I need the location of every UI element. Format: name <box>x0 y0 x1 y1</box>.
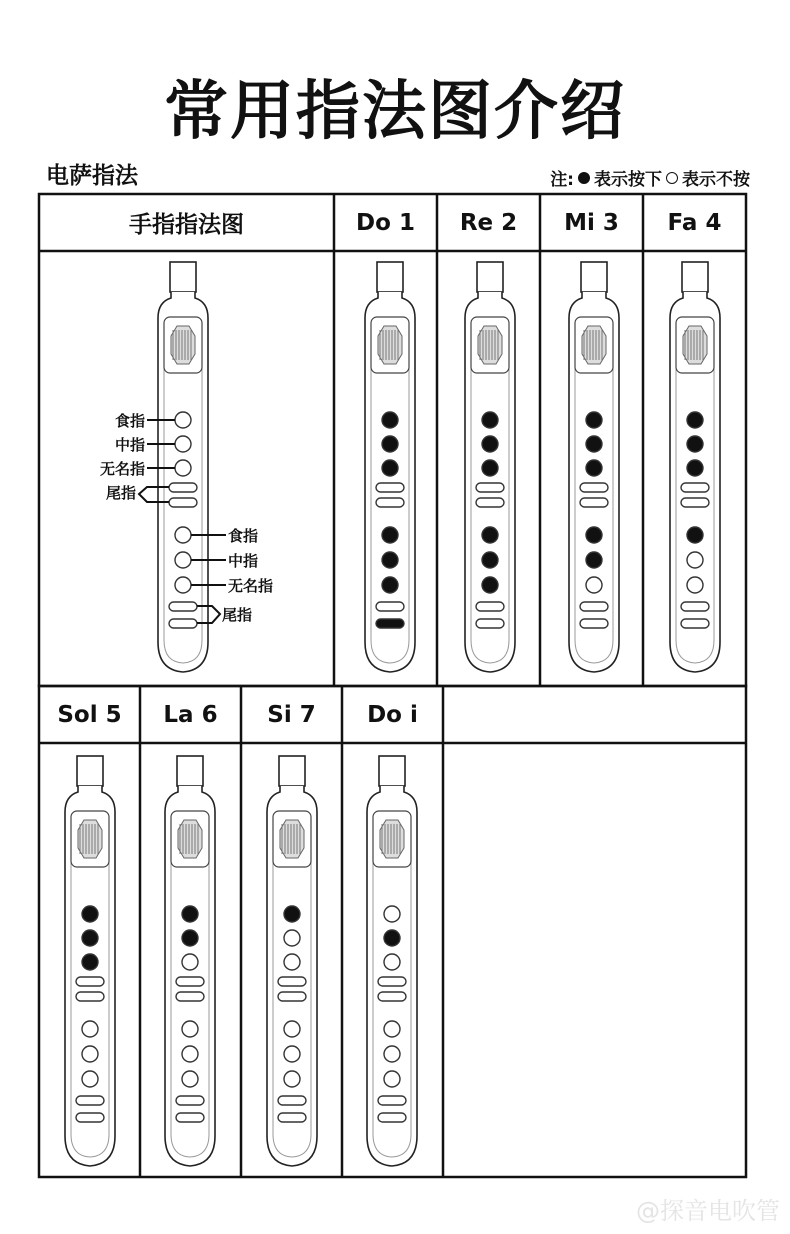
closed-hole <box>382 552 398 568</box>
speaker-grille-icon <box>582 326 606 364</box>
closed-hole <box>382 412 398 428</box>
speaker-grille-icon <box>478 326 502 364</box>
upper-tail-key <box>176 977 204 986</box>
open-hole <box>284 930 300 946</box>
lower-tail-key <box>681 619 709 628</box>
closed-hole <box>687 460 703 476</box>
open-hole <box>175 577 191 593</box>
open-hole <box>175 527 191 543</box>
note-header: Fa 4 <box>667 209 722 236</box>
lower-tail-key <box>176 1113 204 1122</box>
lower-tail-key <box>76 1096 104 1105</box>
open-hole <box>687 552 703 568</box>
open-hole <box>82 1021 98 1037</box>
closed-hole <box>82 906 98 922</box>
finger-label: 中指 <box>114 436 145 454</box>
lower-tail-key <box>681 602 709 611</box>
speaker-grille-icon <box>178 820 202 858</box>
legend-open: 表示不按 <box>682 170 750 190</box>
open-hole <box>82 1071 98 1087</box>
open-hole <box>687 577 703 593</box>
finger-label: 尾指 <box>222 606 253 624</box>
closed-hole <box>482 460 498 476</box>
closed-hole <box>384 930 400 946</box>
open-hole <box>182 1046 198 1062</box>
lower-tail-key <box>176 1096 204 1105</box>
upper-tail-key <box>378 977 406 986</box>
note-flute <box>367 756 417 1166</box>
upper-tail-key <box>476 498 504 507</box>
lower-tail-key <box>580 602 608 611</box>
open-hole <box>175 552 191 568</box>
closed-hole <box>482 552 498 568</box>
upper-tail-key <box>378 992 406 1001</box>
open-hole <box>284 1046 300 1062</box>
lower-tail-key <box>476 619 504 628</box>
closed-hole <box>182 906 198 922</box>
closed-hole <box>382 460 398 476</box>
lower-tail-key <box>278 1113 306 1122</box>
open-hole <box>182 954 198 970</box>
upper-tail-key <box>681 483 709 492</box>
closed-hole <box>82 954 98 970</box>
closed-hole <box>687 527 703 543</box>
upper-tail-key <box>681 498 709 507</box>
closed-hole <box>382 436 398 452</box>
open-hole <box>182 1071 198 1087</box>
open-hole <box>284 1021 300 1037</box>
lower-tail-key <box>169 619 197 628</box>
diagram-header: 手指指法图 <box>129 212 244 238</box>
note-flute <box>65 756 115 1166</box>
closed-hole <box>482 436 498 452</box>
upper-tail-key <box>278 992 306 1001</box>
speaker-grille-icon <box>683 326 707 364</box>
closed-hole <box>586 436 602 452</box>
lower-tail-key <box>378 1096 406 1105</box>
finger-label: 无名指 <box>228 577 274 595</box>
finger-label: 尾指 <box>105 484 136 502</box>
open-hole <box>175 436 191 452</box>
lower-tail-key <box>376 602 404 611</box>
open-hole <box>586 577 602 593</box>
open-hole <box>82 1046 98 1062</box>
speaker-grille-icon <box>171 326 195 364</box>
upper-tail-key <box>76 992 104 1001</box>
note-flute <box>165 756 215 1166</box>
closed-hole <box>586 552 602 568</box>
closed-hole <box>586 412 602 428</box>
open-hole <box>182 1021 198 1037</box>
speaker-grille-icon <box>280 820 304 858</box>
upper-tail-key <box>176 992 204 1001</box>
open-hole <box>384 954 400 970</box>
upper-tail-key <box>580 498 608 507</box>
speaker-grille-icon <box>380 820 404 858</box>
lower-tail-key <box>476 602 504 611</box>
open-hole <box>284 1071 300 1087</box>
page-title: 常用指法图介绍 <box>164 75 626 149</box>
closed-hole <box>382 577 398 593</box>
note-header: Si 7 <box>267 701 316 728</box>
watermark: @探音电吹管 <box>636 1197 780 1225</box>
note-header: Do 1 <box>356 209 415 236</box>
pressed-tail-key <box>376 619 404 628</box>
closed-hole <box>586 527 602 543</box>
open-hole <box>384 906 400 922</box>
legend-prefix: 注: <box>550 170 574 190</box>
open-hole <box>384 1046 400 1062</box>
upper-tail-key <box>580 483 608 492</box>
note-flute <box>365 262 415 672</box>
upper-tail-key <box>476 483 504 492</box>
note-header: La 6 <box>163 701 218 728</box>
open-hole <box>384 1071 400 1087</box>
note-flute <box>569 262 619 672</box>
closed-hole <box>687 412 703 428</box>
closed-hole <box>382 527 398 543</box>
section-subtitle: 电萨指法 <box>46 163 138 189</box>
closed-hole <box>482 577 498 593</box>
closed-hole <box>482 527 498 543</box>
open-hole <box>384 1021 400 1037</box>
open-hole <box>175 412 191 428</box>
finger-label: 食指 <box>114 412 145 430</box>
lower-tail-key <box>580 619 608 628</box>
upper-tail-key <box>169 498 197 507</box>
note-header: Mi 3 <box>564 209 619 236</box>
upper-tail-key <box>376 483 404 492</box>
lower-tail-key <box>76 1113 104 1122</box>
speaker-grille-icon <box>378 326 402 364</box>
finger-label: 无名指 <box>99 460 145 478</box>
note-flute <box>670 262 720 672</box>
lower-tail-key <box>278 1096 306 1105</box>
open-hole <box>284 954 300 970</box>
closed-hole <box>182 930 198 946</box>
closed-hole <box>284 906 300 922</box>
upper-tail-key <box>169 483 197 492</box>
note-flute <box>465 262 515 672</box>
upper-tail-key <box>76 977 104 986</box>
upper-tail-key <box>278 977 306 986</box>
note-header: Do i <box>367 701 418 728</box>
closed-hole <box>482 412 498 428</box>
speaker-grille-icon <box>78 820 102 858</box>
lower-tail-key <box>378 1113 406 1122</box>
closed-hole <box>586 460 602 476</box>
note-flute <box>267 756 317 1166</box>
note-header: Sol 5 <box>57 701 122 728</box>
open-hole <box>175 460 191 476</box>
closed-hole <box>687 436 703 452</box>
finger-label: 食指 <box>228 527 259 545</box>
upper-tail-key <box>376 498 404 507</box>
legend-pressed: 表示按下 <box>594 170 662 190</box>
lower-tail-key <box>169 602 197 611</box>
closed-hole <box>82 930 98 946</box>
note-header: Re 2 <box>459 209 518 236</box>
finger-label: 中指 <box>228 552 259 570</box>
